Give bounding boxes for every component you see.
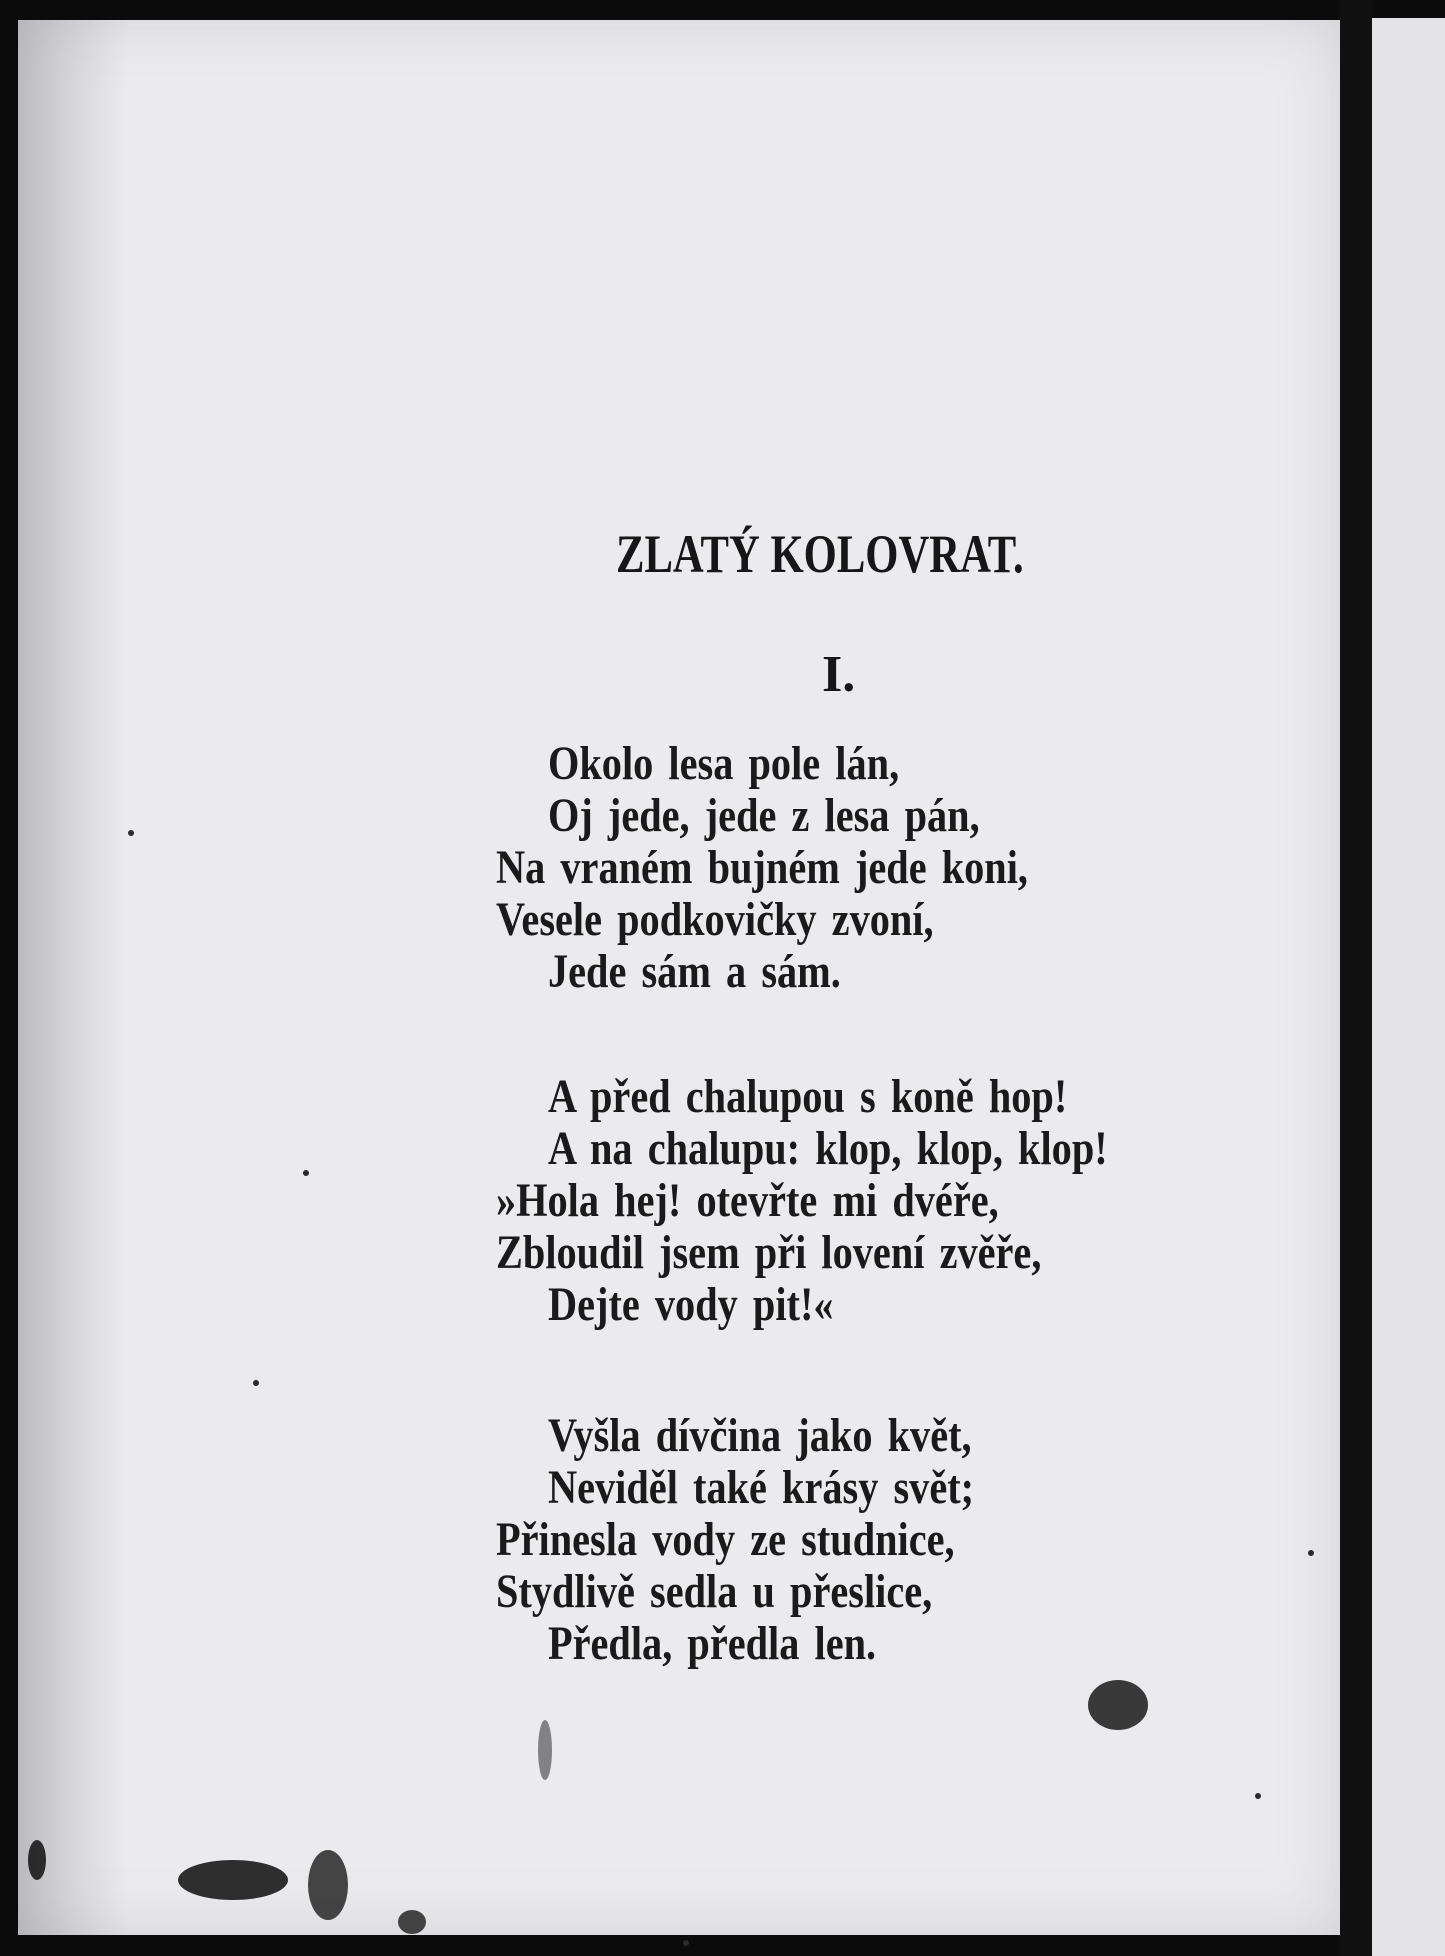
verse-line: Předla, předla len. [548, 1617, 877, 1670]
verse-line: Vyšla dívčina jako květ, [548, 1409, 972, 1462]
book-page [18, 20, 1340, 1935]
page-gutter-shadow [18, 20, 128, 1935]
ink-blot [308, 1850, 348, 1920]
ink-blot [538, 1720, 552, 1780]
verse-line: Vesele podkovičky zvoní, [496, 893, 934, 946]
poem-title: ZLATÝ KOLOVRAT. [616, 524, 1024, 584]
ink-blot [398, 1910, 426, 1934]
verse-line: Na vraném bujném jede koni, [496, 841, 1028, 894]
ink-blot [178, 1860, 288, 1900]
verse-line: Okolo lesa pole lán, [548, 737, 900, 790]
verse-line: A před chalupou s koně hop! [548, 1070, 1068, 1123]
verse-line: Oj jede, jede z lesa pán, [548, 789, 980, 842]
section-number: I. [822, 646, 856, 703]
dust-speck [683, 1940, 689, 1946]
verse-line: A na chalupu: klop, klop, klop! [548, 1122, 1108, 1175]
adjacent-page-strip [1372, 18, 1445, 1956]
verse-line: »Hola hej! otevřte mi dvéře, [496, 1174, 999, 1227]
dust-speck [1255, 1793, 1261, 1799]
dust-speck [128, 830, 134, 836]
dust-speck [303, 1170, 309, 1176]
dust-speck [1308, 1550, 1314, 1556]
verse-line: Jede sám a sám. [548, 945, 841, 998]
dust-speck [253, 1380, 259, 1386]
verse-line: Stydlivě sedla u přeslice, [496, 1565, 933, 1618]
verse-line: Dejte vody pit!« [548, 1278, 834, 1331]
page-edge-shadow [1340, 0, 1372, 1956]
ink-blot [28, 1840, 46, 1880]
verse-line: Zbloudil jsem při lovení zvěře, [496, 1226, 1042, 1279]
verse-line: Neviděl také krásy svět; [548, 1461, 975, 1514]
verse-line: Přinesla vody ze studnice, [496, 1513, 955, 1566]
ink-blot [1088, 1680, 1148, 1730]
